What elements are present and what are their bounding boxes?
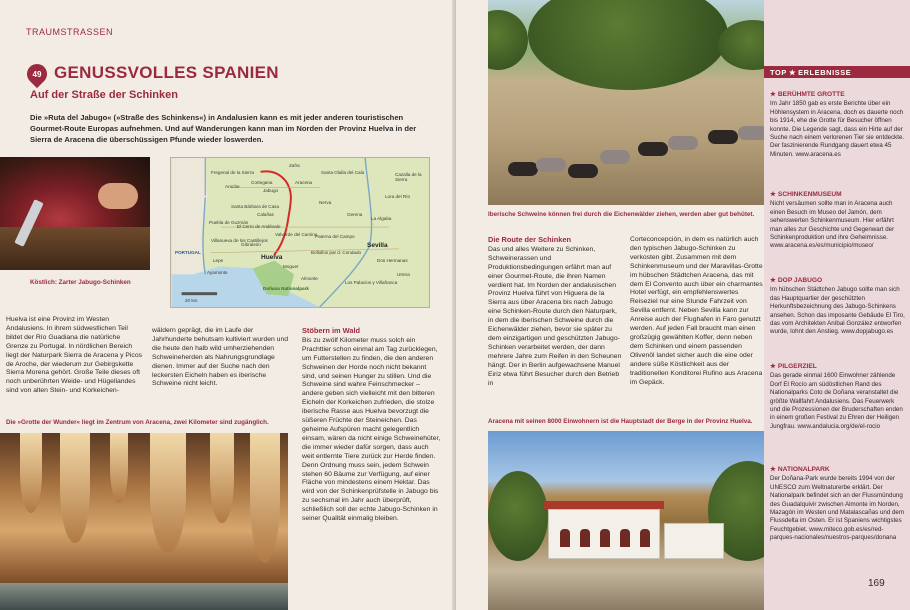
- window: [580, 529, 590, 547]
- pigs-caption: Iberische Schweine können frei durch die Eichenwälder ziehen, werden aber gut behütet.: [488, 211, 755, 218]
- stalactite: [210, 433, 234, 523]
- cave-water: [0, 583, 288, 610]
- tip-title: ★ DOP JABUGO: [770, 277, 823, 284]
- route-map: [170, 157, 430, 308]
- map-label-ayamonte: Ayamonte: [207, 270, 228, 275]
- tip-text: Im Jahr 1850 gab es erste Berichte über ein Höhlensystem in Aracena, doch es dauerte noch bis 1914, ehe die Grotte für Besucher öffnen konnte. Die Legende sagt, dass ein Hirte auf der Suche nach einem verlorenen Tier sie entdeckte. Der faszinierende Rundgang dauert etwa 45 Minuten. www.aracena.es: [770, 100, 905, 158]
- body-column-2: wäldern geprägt, die im Laufe der Jahrhunderte behutsam kultiviert wurden und die heute den halb wild umherziehenden Schweineherden als Nahrungsgrundlage dienen. Immer auf der Suche nach den leckersten Eicheln haben es iberische Schweine nicht leicht.: [152, 327, 289, 388]
- pig: [668, 136, 698, 150]
- tip-text: Der Doñana-Park wurde bereits 1994 von der UNESCO zum Weltnaturerbe erklärt. Der Nationalpark befindet sich an der Flussmündung des Guadalquivir zwischen Almonte im Norden, Mazagón im Westen und Matalascañas und dem Flussdelta im Osten. Er ist Spaniens wichtigstes Feuchtgebiet. www.miteco.gob.es/es/red-parques-nacionales/nuestros-parques/donana: [770, 475, 905, 542]
- map-label-dos-hermanas: Dos Hermanas: [377, 258, 408, 263]
- right-page: [456, 0, 910, 610]
- intro-paragraph: Die »Ruta del Jabugo« (»Straße des Schinkens«) in Andalusien kann es mit jeder anderen touristischen Gourmet-Route Europas aufnehmen. Und auf Wanderungen kann man im Norden der Provinz Huelva in der Sierra de Aracena die überschüssigen Pfunde wieder loswerden.: [30, 113, 417, 144]
- tip-title: ★ PILGERZIEL: [770, 363, 817, 370]
- map-label-la-algaba: La Algaba: [371, 216, 392, 221]
- map-scale-label: 20 km: [185, 298, 198, 303]
- column-3-text: Bis zu zwölf Kilometer muss solch ein Prachttier schon einmal am Tag zurücklegen, um Futterstellen zu finden, die den anderen Schweinen der Horde noch nicht bekannt sind, und seinen Hunger zu stillen. Und die Schweine sind wahre Feinschmecker – andere geben sich vielleicht mit den bitteren Eicheln der Korkeichen zufrieden, die stolze iberische Rasse aus Huelva bevorzugt die süßeren Früchte der Steineichen. Das geheime Aufspüren macht gelegentlich einsam, wären da nicht einige Schweinehüter, die immer wieder dafür sorgen, dass auch weit entlernte Tiere zurück zur Herde finden. Denn Ordnung muss sein, jedem Schwein stehen 60 Bäume zur Verfügung, auf einer Fläche von mindestens einem Hektar. Das wird von der Schinkenprüfstelle in Jabugo bis zu sechsmal im Jahr auch überprüft, schließlich soll der echte Jabugo-Schinken in seiner Qualität einmalig bleiben.: [302, 336, 441, 523]
- map-label-aroche: Aroche: [225, 184, 240, 189]
- window: [620, 529, 630, 547]
- oak-tree: [488, 10, 528, 70]
- tip-text: Nicht versäumen sollte man in Aracena auch einen Besuch im Museo del Jamón, dem sehenswerten Schinkenmuseum. Hier erfährt man alles zur Geschichte und Gegenwart der Schinkenproduktion und ihre Geheimnisse. www.aracena.es/es/municipio/museo/: [770, 200, 895, 250]
- aracena-photo: [488, 431, 778, 610]
- map-label-lepe: Lepe: [213, 258, 224, 263]
- tip-text: Das gerade einmal 1600 Einwohner zählende Dorf El Rocío am südöstlichen Rand des Nationalparks Coto de Doñana veranstaltet die größte Wallfahrt Andalusiens. Das Feuerwerk und die Prozessionen der Bruderschaften enden in einem großen Festival zu Ehren der Heiligen Jungfrau. www.andalucia.org/de/el-rocio: [770, 372, 903, 430]
- tree: [488, 471, 548, 561]
- map-label-huelva: Huelva: [261, 254, 283, 261]
- body-column-4: [488, 236, 624, 388]
- roof: [544, 501, 664, 509]
- map-label-paterna: Paterna del Campo: [315, 234, 355, 239]
- map-label-villanueva: Villanueva de los Castillejos: [211, 238, 268, 243]
- map-label-utrera: Utrera: [397, 272, 410, 277]
- section-label: TRAUMSTRASSEN: [26, 27, 114, 37]
- page-title: GENUSSVOLLES SPANIEN: [54, 63, 279, 82]
- hand: [98, 183, 138, 209]
- star-icon: ★: [770, 466, 776, 473]
- tip-title: ★ NATIONALPARK: [770, 466, 830, 473]
- map-label-puebla: Puebla de Guzmán: [209, 220, 249, 225]
- map-label-cazalla: Cazalla de la Sierra: [395, 172, 422, 182]
- sidebar-heading-right: ERLEBNISSE: [798, 67, 852, 77]
- map-label-moguer: Moguer: [283, 264, 299, 269]
- pig: [568, 164, 598, 178]
- village-caption: Aracena mit seinen 8000 Einwohnern ist die Hauptstadt der Berge in der Provinz Huelva.: [488, 418, 753, 425]
- tour-number: 49: [32, 69, 42, 79]
- body-column-1: Huelva ist eine Provinz im Westen Andalusiens. In ihrem südwestlichen Teil bildet der Río Guadiana die natürliche Grenze zu Portugal. In nördlichen Bereich liegt der Naturpark Sierra de Aracena y Picos de Aroche, der wiederum zur Gebirgskette Sierra Morena gehört. Große Teile dieses oft noch unberührten Weide- und Hügellandes sind von alten Stein- und Korkeichen-: [6, 316, 143, 395]
- map-label-portugal: PORTUGAL: [175, 250, 201, 255]
- star-icon: ★: [770, 191, 776, 198]
- pig: [600, 150, 630, 164]
- map-label-bollullos: Bollullos par d. Condado: [311, 250, 362, 255]
- tip-national-park: [770, 466, 906, 543]
- ham-caption: Köstlich: Zarter Jabugo-Schinken: [30, 279, 131, 286]
- tip-pilgrimage: [770, 363, 906, 431]
- tip-ham-museum: [770, 191, 906, 251]
- stalactite: [60, 433, 90, 543]
- stalactite: [250, 433, 280, 563]
- body-column-3: [302, 327, 442, 524]
- white-building: [664, 523, 724, 559]
- page-number: 169: [868, 578, 885, 589]
- cave-caption: Die »Grotte der Wunder« liegt im Zentrum von Aracena, zwei Kilometer sind zugänglich.: [6, 419, 269, 426]
- pig: [638, 142, 668, 156]
- map-label-sevilla: Sevilla: [367, 242, 388, 249]
- star-icon: ★: [770, 277, 776, 284]
- window: [600, 529, 610, 547]
- stalactite: [110, 433, 128, 503]
- map-label-calanas: Calañas: [257, 212, 274, 217]
- tip-dop-jabugo: [770, 277, 906, 337]
- tip-grotto: [770, 91, 906, 159]
- window: [560, 529, 570, 547]
- map-label-nerva: Nerva: [319, 200, 332, 205]
- map-label-aracena: Aracena: [295, 180, 313, 185]
- map-label-el-cerro: El Cerro de Andévalo: [237, 224, 281, 229]
- map-label-fregenal: Fregenal de la Sierra: [211, 170, 254, 175]
- pig: [508, 162, 538, 176]
- map-label-zafra: Zafra: [289, 163, 300, 168]
- stalactite: [20, 433, 42, 513]
- map-label-los-palacios: Los Palacios y Villafranca: [345, 280, 398, 285]
- sidebar-heading-left: TOP: [770, 67, 787, 77]
- ham-photo: [0, 157, 150, 270]
- pigs-photo: [488, 0, 778, 205]
- map-label-jabugo: Jabugo: [263, 188, 279, 193]
- map-label-gerena: Gerena: [347, 212, 363, 217]
- page-subtitle: Auf der Straße der Schinken: [30, 89, 178, 101]
- map-label-lora: Lora del Río: [385, 194, 411, 199]
- column-4-text: Das und alles Weitere zu Schinken, Schweinerassen und Produktionsbedingungen erfährt man auf einer Gourmet-Route, die ihren Namen verdient hat. Im Norden der andalusischen Provinz Huelva führt von Higuera de la Sierra aus über Aracena bis nach Jabugo eine Schinken-Route durch den Naturpark, in dem die iberischen Schweine durch die Eichenwälder ziehen, bevor sie später zu dem einzigartigen und geschützten Jabugo-Schinken verarbeitet werden, der dann mehrere Jahre zum Reifen in den Scheunen hängt. Der in Berlin aufgewachsene Manuel Eiriz etwa führt Besucher durch den Betrieb in: [488, 245, 622, 387]
- map-label-cortegana: Cortegana: [251, 180, 273, 185]
- sidebar-heading: [764, 66, 910, 78]
- window: [640, 529, 650, 547]
- column-4-heading: Die Route der Schinken: [488, 235, 571, 244]
- star-icon: ★: [770, 363, 776, 370]
- cave-photo: [0, 433, 288, 610]
- map-label-donana: Doñana Nationalpark: [263, 286, 309, 291]
- tip-title: ★ BERÜHMTE GROTTE: [770, 91, 845, 98]
- map-label-santa-olalla: Santa Olalla del Cala: [321, 170, 365, 175]
- stalactite: [150, 433, 186, 553]
- tip-title: ★ SCHINKENMUSEUM: [770, 191, 842, 198]
- oak-tree: [528, 0, 728, 90]
- pig: [708, 130, 738, 144]
- star-icon: ★: [788, 67, 797, 77]
- body-column-5: Corteconcepción, in dem es natürlich auch den typischen Jabugo-Schinken zu verkosten gibt. Zusammen mit dem Schinkenmuseum und der Maravillas-Grotte im hübschen Städtchen Aracena, das mit dem El Convento auch über ein charmantes Hotel verfügt, ein empfehlenswertes Reiseziel nur eine Stunde Fahrzeit von Sevilla entfernt. Neben Sevilla kann zur Anreise auch der Flughafen in Faro genutzt werden. Auf jeden Fall braucht man einen großzügig gewählten Koffer, denn neben dem Schinken und einem passenden Olivenöl landet sicher auch die eine oder andere süße Köstlichkeit aus der traditionellen Konditorei Rufino aus Aracena im Gepäck.: [630, 236, 763, 386]
- map-label-almonte: Almonte: [301, 276, 318, 281]
- map-label-santa-barbara: Santa Bárbara de Casa: [231, 204, 280, 209]
- column-3-heading: Stöbern im Wald: [302, 326, 361, 335]
- star-icon: ★: [770, 91, 776, 98]
- tip-text: Im hübschen Städtchen Jabugo sollte man sich das Hauptquartier der geschützten Herkunftsbezeichnung des Jabugo-Schinkens ansehen. Schon das imposante Gebäude El Tiro, das vom Architekten Aníbal González entworfen wurde, lohnt den Anstieg. www.dopjabugo.es: [770, 286, 905, 336]
- map-label-valverde: Valverde del Camino: [275, 232, 318, 237]
- map-label-gibraleon: Gibraleón: [241, 242, 261, 247]
- pig: [536, 158, 566, 172]
